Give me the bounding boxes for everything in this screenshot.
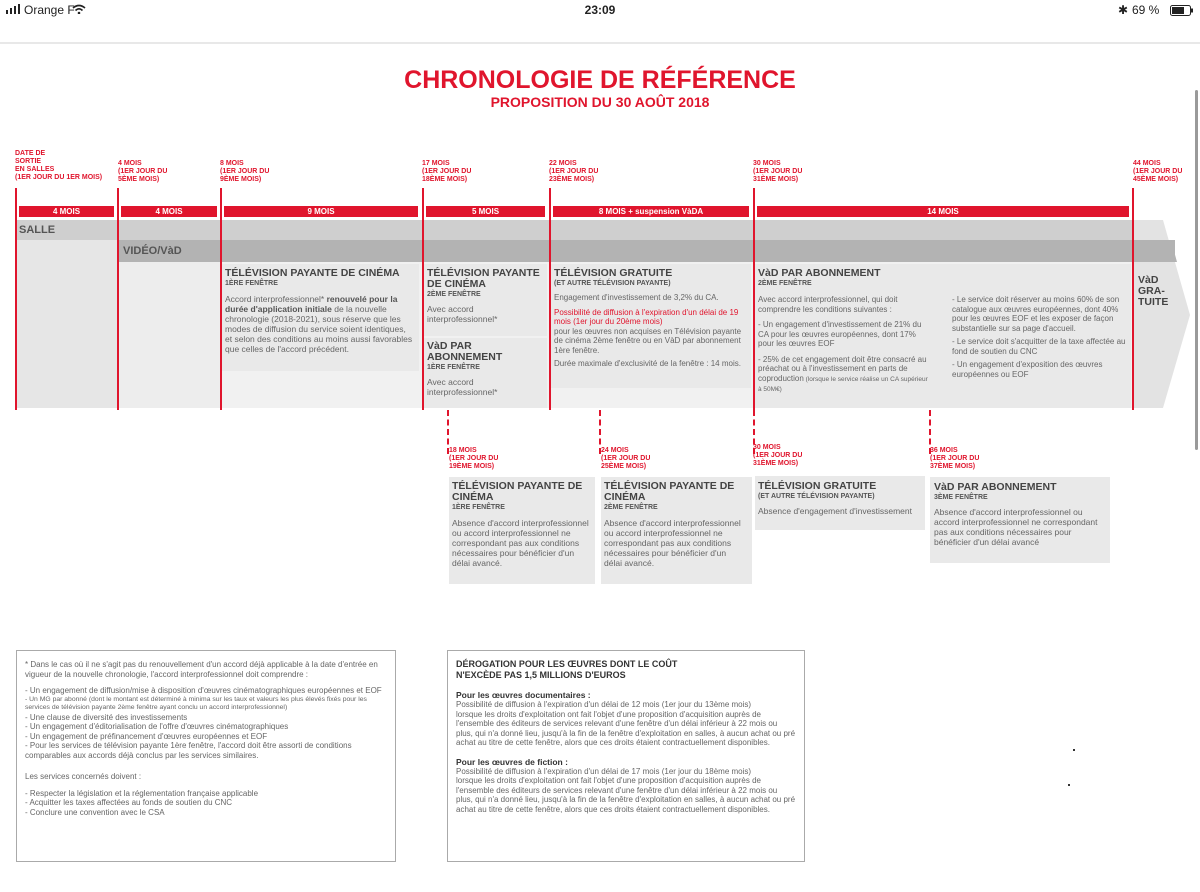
panel-vad-gratuite: VàD GRA-TUITE <box>1138 274 1169 308</box>
panel-tv-payante-2: TÉLÉVISION PAYANTE DE CINÉMA 2ÈME FENÊTRE Avec accord interprofessionnel* <box>424 264 547 336</box>
carrier-label: Orange F <box>24 3 75 17</box>
panel-lower-vad-abonnement-3: VàD PAR ABONNEMENT 3ÈME FENÊTRE Absence d'accord interprofessionnel ou accord interprofessionnel ne correspondant pas aux conditions nécessaires pour bénéficier d'un délai avancé <box>930 477 1110 563</box>
duration-segment: 14 MOIS <box>757 206 1129 217</box>
duration-segment: 4 MOIS <box>121 206 217 217</box>
milestone-label: 8 MOIS (1ER JOUR DU 9ÈME MOIS) <box>220 160 270 183</box>
panel-lower-tv-payante-2: TÉLÉVISION PAYANTE DE CINÉMA 2ÈME FENÊTRE Absence d'accord interprofessionnel ou accord interprofessionnel ne correspondant pas aux conditions nécessaires pour bénéficier d'un délai avancé. <box>601 477 752 584</box>
milestone-label: 22 MOIS (1ER JOUR DU 23ÈME MOIS) <box>549 160 599 183</box>
milestone-label: 30 MOIS (1ER JOUR DU 31ÈME MOIS) <box>753 444 803 467</box>
milestone-label: 30 MOIS (1ER JOUR DU 31ÈME MOIS) <box>753 160 803 183</box>
battery-icon <box>1170 5 1194 19</box>
status-bar <box>0 0 1200 20</box>
page-title: CHRONOLOGIE DE RÉFÉRENCE <box>404 66 796 94</box>
duration-segment: 8 MOIS + suspension VàDA <box>553 206 749 217</box>
duration-segment: 5 MOIS <box>426 206 545 217</box>
page-subtitle: PROPOSITION DU 30 AOÛT 2018 <box>490 94 710 110</box>
dot <box>1068 784 1070 786</box>
duration-segment: 4 MOIS <box>19 206 114 217</box>
milestone-line <box>15 188 17 410</box>
panel-vad-abonnement-1: VàD PAR ABONNEMENT 1ÈRE FENÊTRE Avec accord interprofessionnel* <box>424 338 547 408</box>
video-band: VIDÉO/VàD <box>117 240 1175 262</box>
divider <box>0 42 1200 44</box>
milestone-label: 17 MOIS (1ER JOUR DU 18ÈME MOIS) <box>422 160 472 183</box>
panel-lower-tv-gratuite: TÉLÉVISION GRATUITE (ET AUTRE TÉLÉVISION PAYANTE) Absence d'engagement d'investissement <box>755 476 925 530</box>
salle-area <box>15 240 117 408</box>
salle-band: SALLE <box>15 220 1160 240</box>
timeline-arrow-icon <box>1133 220 1193 410</box>
panel-lower-tv-payante-1: TÉLÉVISION PAYANTE DE CINÉMA 1ÈRE FENÊTRE Absence d'accord interprofessionnel ou accord interprofessionnel ne correspondant pas aux conditions nécessaires pour bénéficier d'un délai avancé. <box>449 477 595 584</box>
note-box: * Dans le cas où il ne s'agit pas du renouvellement d'un accord déjà applicable à la date d'entrée en vigueur de la nouvelle chronologie, l'accord interprofessionnel doit comprendre : - Un engagement de diffusion/mise à disposition d'œuvres cinématographiques européennes et EOF - Un MG par abonné (dont le montant est déterminé à minima sur les taux et valeurs les plus élevés fixés pour les services de télévision payante 2ème fenêtre ayant conclu un accord interprofessionnel) - Une clause de diversité des investissements - Un engagement d'éditorialisation de l'offre d'œuvres cinématographiques - Un engagement de préfinancement d'œuvres européennes et EOF - Pour les services de télévision payante 1ère fenêtre, l'accord doit être assorti de conditions comparables aux accords déjà conclus par les services similaires. Les services concernés doivent : - Respecter la législation et la réglementation française applicable - Acquitter les taxes affectées au fonds de soutien du CNC - Conclure une convention avec le CSA <box>16 650 396 862</box>
milestone-line <box>1132 188 1134 410</box>
panel-tv-gratuite: TÉLÉVISION GRATUITE (ET AUTRE TÉLÉVISION PAYANTE) Engagement d'investissement de 3,2% du CA. Possibilité de diffusion à l'expiration d'un délai de 19 mois (1er jour du 20ème mois) pour les œuvres non acquises en Télévision payante de cinéma 2ème fenêtre ou en VàD par abonnement 1ère fenêtre. Durée maximale d'exclusivité de la fenêtre : 14 mois. <box>551 264 751 388</box>
panel-tv-payante-1: TÉLÉVISION PAYANTE DE CINÉMA 1ÈRE FENÊTRE Accord interprofessionnel* renouvelé pour la durée d'application initiale de la nouvelle chronologie (2018-2021), sous réserve que les modes de diffusion du service soient identiques, et selon des conditions au moins aussi favorables que celles de l'accord précédent. <box>222 264 419 371</box>
milestone-label: 44 MOIS (1ER JOUR DU 45ÈME MOIS) <box>1133 160 1183 183</box>
video-area <box>117 262 221 408</box>
milestone-label: DATE DE SORTIE EN SALLES (1ER JOUR DU 1ER MOIS) <box>15 150 103 181</box>
dot <box>1073 749 1075 751</box>
bluetooth-icon: ✱ <box>1118 3 1129 17</box>
duration-segment: 9 MOIS <box>224 206 418 217</box>
milestone-label: 18 MOIS (1ER JOUR DU 19ÈME MOIS) <box>449 447 499 470</box>
milestone-line <box>117 188 119 410</box>
clock: 23:09 <box>584 3 616 17</box>
milestone-label: 4 MOIS (1ER JOUR DU 5ÈME MOIS) <box>118 160 168 183</box>
milestone-label: 36 MOIS (1ER JOUR DU 37ÈME MOIS) <box>930 447 980 470</box>
battery-label: 69 % <box>1132 3 1160 17</box>
panel-vad-abonnement-2: VàD PAR ABONNEMENT 2ÈME FENÊTRE Avec accord interprofessionnel, qui doit comprendre les conditions suivantes : - Un engagement d'investissement de 21% du CA pour les œuvres européennes, dont 17% pour les œuvres EOF - 25% de cet engagement doit être consacré au préachat ou à l'investissement en parts de coproduction (lorsque le service réalise un CA supérieur à 50M€) - Le service doit réserver au moins 60% de son catalogue aux œuvres européennes, dont 40% pour les œuvres EOF et les exposer de façon substantielle sur sa page d'accueil. - Le service doit s'acquitter de la taxe affectée au fond de soutien du CNC - Un engagement d'exposition des œuvres européennes ou EOF <box>755 264 1131 408</box>
derogation-box: DÉROGATION POUR LES ŒUVRES DONT LE COÛT N'EXCÈDE PAS 1,5 MILLIONS D'EUROS Pour les œuvres documentaires : Possibilité de diffusion à l'expiration d'un délai de 12 mois (1er jour du 13ème mois) lorsque les droits d'exploitation ont fait l'objet d'une proposition d'acquisition auprès de l'ensemble des éditeurs de services relevant d'une fenêtre d'un délai inférieur à 22 mois ou plus, qui n'a donné lieu, jusqu'à la fin de la fenêtre d'exploitation en salles, à aucun achat ou pré achat au titre de cette fenêtre, alors que ces droits étaient contractuellement disponibles. Pour les œuvres de fiction : Possibilité de diffusion à l'expiration d'un délai de 17 mois (1er jour du 18ème mois) lorsque les droits d'exploitation ont fait l'objet d'une proposition d'acquisition auprès de l'ensemble des éditeurs de services relevant d'une fenêtre d'un délai inférieur à 22 mois ou plus, qui n'a donné lieu, jusqu'à la fin de la fenêtre d'exploitation en salles, à aucun achat ou pré achat au titre de cette fenêtre, alors que ces droits étaient contractuellement disponibles. <box>447 650 805 862</box>
scrollbar[interactable] <box>1195 90 1198 450</box>
milestone-label: 24 MOIS (1ER JOUR DU 25ÈME MOIS) <box>601 447 651 470</box>
